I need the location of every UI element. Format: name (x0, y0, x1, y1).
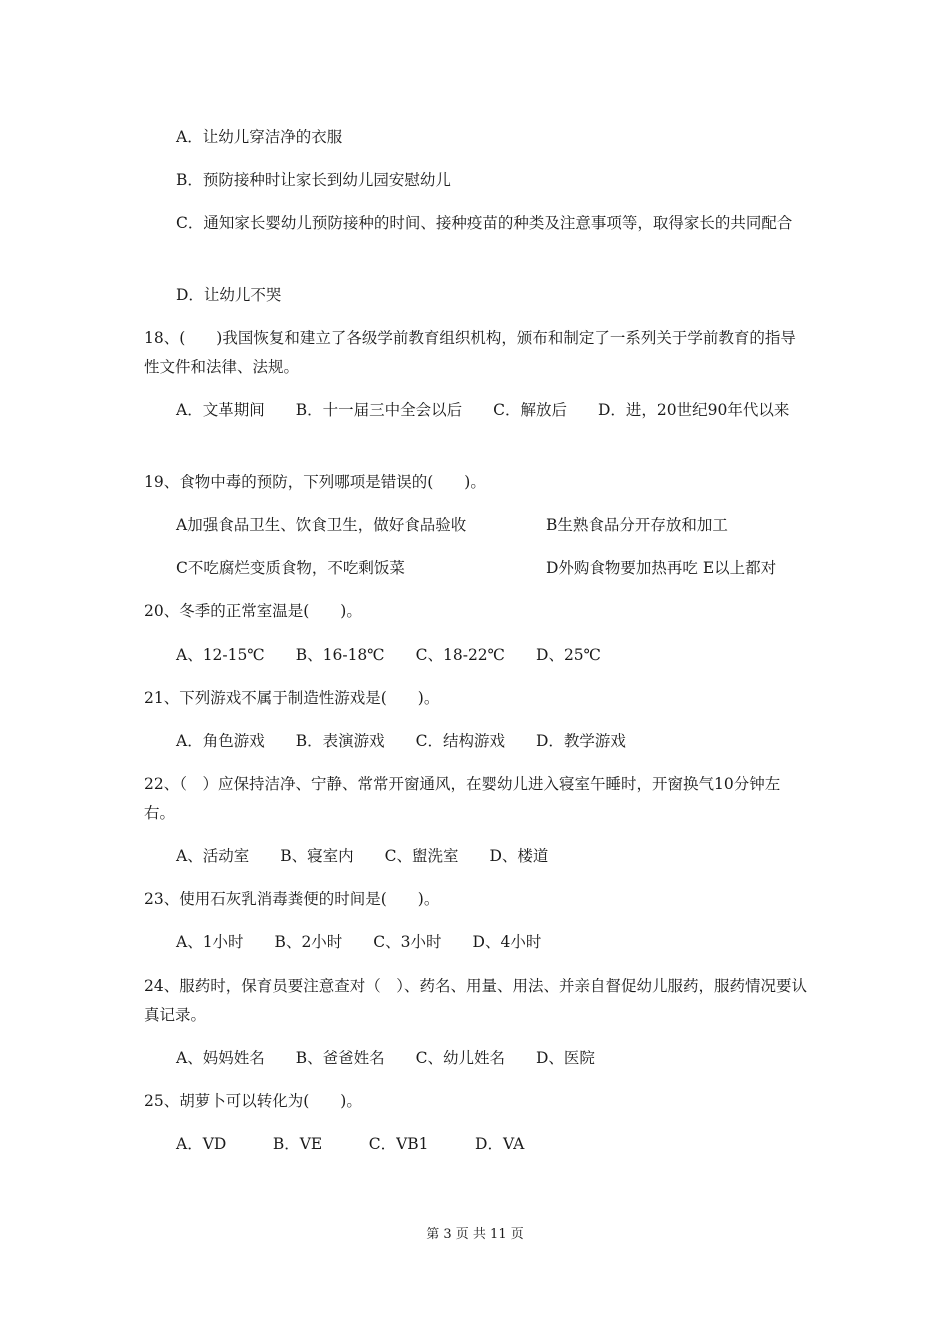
q17-option-a: A．让幼儿穿洁净的衣服 (176, 128, 343, 146)
q19-options-row-1 (176, 511, 810, 540)
q23-stem: 23、使用石灰乳消毒粪便的时间是( )。 (144, 890, 440, 908)
q19-option-de: D外购食物要加热再吃 E以上都对 (546, 559, 777, 577)
q23-options: A、1小时 B、2小时 C、3小时 D、4小时 (176, 933, 542, 951)
q17-option-c: C．通知家长婴幼儿预防接种的时间、接种疫苗的种类及注意事项等，取得家长的共同配合 (176, 214, 793, 232)
q17-option-b: B．预防接种时让家长到幼儿园安慰幼儿 (176, 171, 451, 189)
q22-stem: 22、（ ）应保持洁净、宁静、常常开窗通风，在婴幼儿进入寝室午睡时，开窗换气10分钟左右。 (144, 775, 781, 822)
q17-option-d: D．让幼儿不哭 (176, 286, 282, 304)
q18-options: A．文革期间 B．十一届三中全会以后 C．解放后 D．进，20世纪90年代以来 (176, 401, 790, 419)
page-number: 第 3 页 共 11 页 (426, 1227, 524, 1242)
q20-stem: 20、冬季的正常室温是( )。 (144, 602, 362, 620)
q24-stem: 24、服药时，保育员要注意查对（ ）、药名、用量、用法、并亲自督促幼儿服药，服药情况要认真记录。 (144, 977, 807, 1024)
q19-option-b: B生熟食品分开存放和加工 (546, 516, 728, 534)
q18-stem: 18、( )我国恢复和建立了各级学前教育组织机构，颁布和制定了一系列关于学前教育的指导性文件和法律、法规。 (144, 329, 796, 376)
q19-option-c: C不吃腐烂变质食物，不吃剩饭菜 (176, 559, 405, 577)
q24-options: A、妈妈姓名 B、爸爸姓名 C、幼儿姓名 D、医院 (176, 1049, 595, 1067)
q22-options: A、活动室 B、寝室内 C、盥洗室 D、楼道 (176, 847, 549, 865)
q19-stem: 19、食物中毒的预防，下列哪项是错误的( )。 (144, 473, 486, 491)
q19-option-a: A加强食品卫生、饮食卫生，做好食品验收 (176, 516, 467, 534)
q25-stem: 25、胡萝卜可以转化为( )。 (144, 1092, 362, 1110)
q19-options-row-2 (176, 554, 810, 583)
q25-options: A．VD B．VE C．VB1 D．VA (176, 1135, 525, 1153)
q20-options: A、12-15℃ B、16-18℃ C、18-22℃ D、25℃ (176, 646, 602, 664)
q21-options: A．角色游戏 B．表演游戏 C．结构游戏 D．教学游戏 (176, 732, 626, 750)
q21-stem: 21、下列游戏不属于制造性游戏是( )。 (144, 689, 440, 707)
